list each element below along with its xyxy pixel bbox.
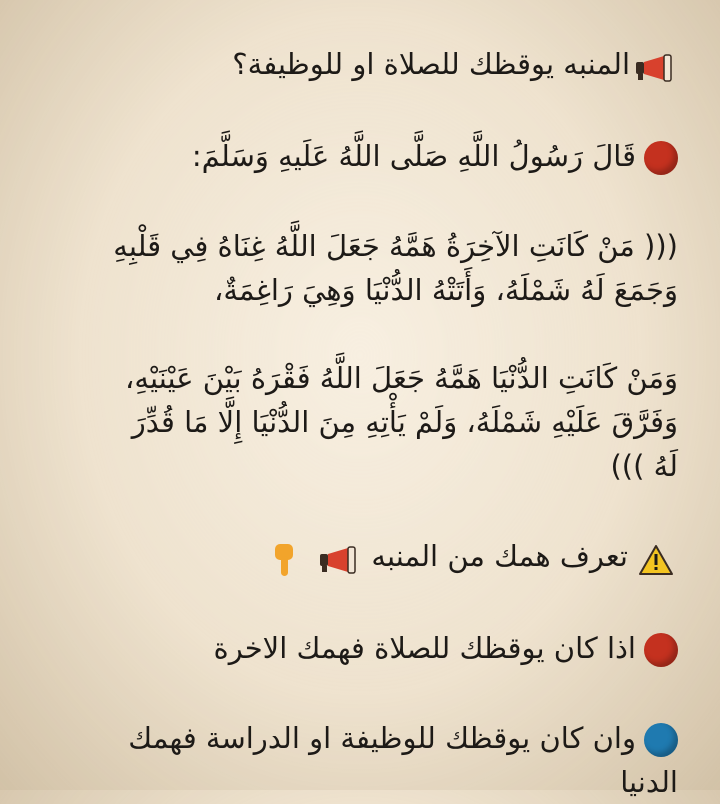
if-work-text: وان كان يوقظك للوظيفة او الدراسة فهمك	[128, 721, 636, 755]
pointing-down-icon	[271, 536, 301, 580]
heading-line	[40, 42, 678, 88]
hadith-line-4: وَفَرَّقَ عَلَيْهِ شَمْلَهُ، وَلَمْ يَأْتِهِ مِنَ الدُّنْيَا إِلَّا مَا قُدِّرَ	[131, 405, 678, 439]
hadith-line-5: لَهُ )))	[610, 449, 678, 483]
hadith-line-2: وَجَمَعَ لَهُ شَمْلَهُ، وَأَتَتْهُ الدُّنْيَا وَهِيَ رَاغِمَةٌ،	[214, 273, 678, 307]
hadith-line-3: وَمَنْ كَانَتِ الدُّنْيَا هَمَّهُ جَعَلَ اللَّهُ فَقْرَهُ بَيْنَ عَيْنَيْهِ،	[125, 361, 678, 395]
megaphone-icon	[318, 536, 358, 580]
prophet-intro-line	[40, 134, 678, 178]
if-work-line-2: الدنيا	[620, 765, 678, 799]
know-worry-line	[40, 534, 678, 580]
red-circle-icon	[644, 141, 678, 175]
megaphone-icon	[634, 44, 674, 88]
warning-icon	[632, 536, 674, 580]
blue-circle-icon	[644, 723, 678, 757]
hadith-line-1: ((( مَنْ كَانَتِ الآخِرَةُ هَمَّهُ جَعَلَ اللَّهُ غِنَاهُ فِي قَلْبِهِ	[113, 229, 678, 263]
heading-text: المنبه يوقظك للصلاة او للوظيفة؟	[232, 47, 630, 81]
if-prayer-text: اذا كان يوقظك للصلاة فهمك الاخرة	[213, 631, 636, 665]
prophet-intro-text: قَالَ رَسُولُ اللَّهِ صَلَّى اللَّهُ عَلَيهِ وَسَلَّمَ:	[191, 139, 636, 173]
if-prayer-line	[40, 626, 678, 670]
if-work-line	[40, 716, 678, 760]
know-worry-text: تعرف همك من المنبه	[371, 539, 628, 573]
red-circle-icon	[644, 633, 678, 667]
